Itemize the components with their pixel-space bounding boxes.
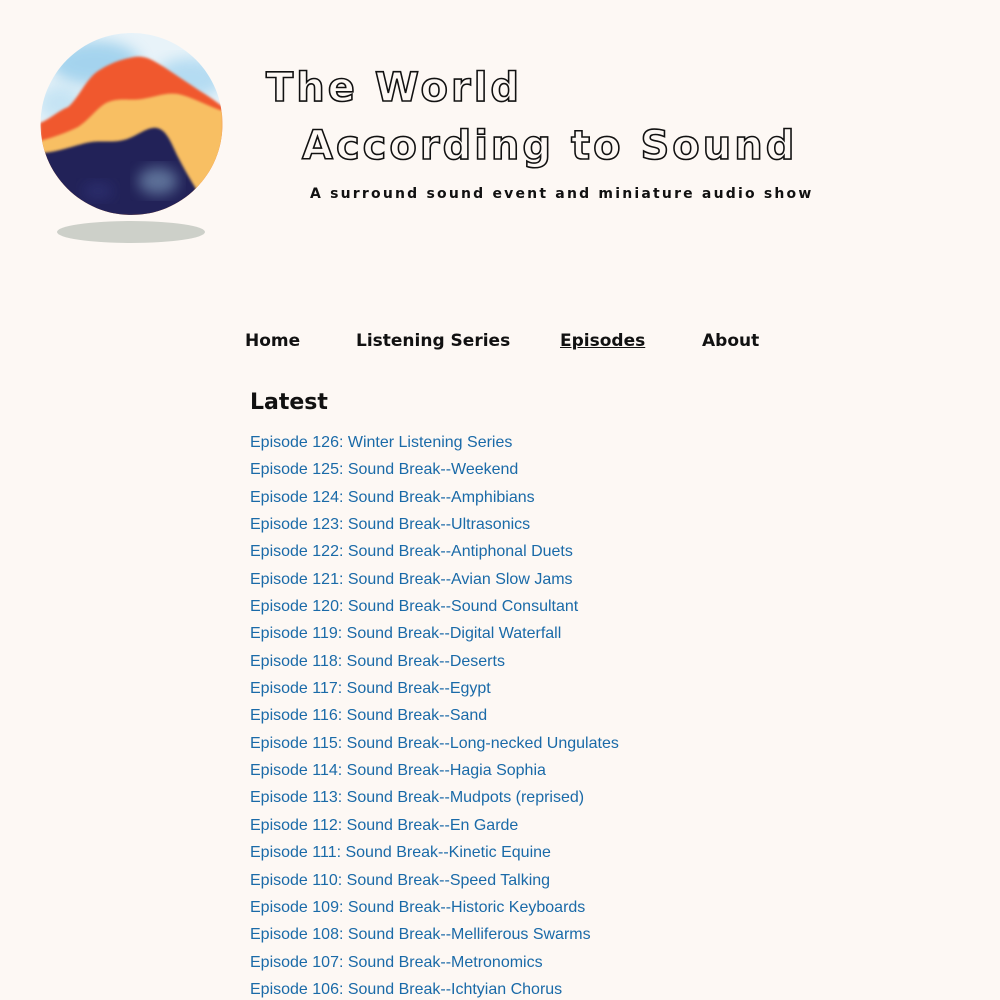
episode-link[interactable]: Episode 109: Sound Break--Historic Keyboards bbox=[250, 898, 586, 916]
episode-link[interactable]: Episode 126: Winter Listening Series bbox=[250, 434, 513, 451]
list-item bbox=[250, 924, 619, 951]
main-nav bbox=[0, 330, 1000, 354]
nav-home[interactable]: Home bbox=[245, 331, 301, 351]
list-item bbox=[250, 569, 619, 596]
episode-link[interactable]: Episode 123: Sound Break--Ultrasonics bbox=[250, 516, 531, 534]
list-item bbox=[250, 678, 619, 705]
list-item bbox=[250, 952, 619, 979]
mountain-sphere-icon bbox=[40, 33, 223, 248]
episode-link[interactable]: Episode 113: Sound Break--Mudpots (reprised) bbox=[250, 789, 585, 807]
list-item bbox=[250, 651, 619, 678]
site-logo[interactable] bbox=[40, 33, 223, 248]
episode-link[interactable]: Episode 124: Sound Break--Amphibians bbox=[250, 488, 535, 506]
episode-link[interactable]: Episode 118: Sound Break--Deserts bbox=[250, 652, 505, 670]
nav-episodes[interactable]: Episodes bbox=[560, 331, 646, 351]
list-item bbox=[250, 541, 619, 568]
list-item bbox=[250, 487, 619, 514]
episode-link[interactable]: Episode 122: Sound Break--Antiphonal Duets bbox=[250, 543, 573, 561]
episode-link[interactable]: Episode 115: Sound Break--Long-necked Ungulates bbox=[250, 734, 619, 752]
site-title-line-1[interactable]: The World bbox=[266, 65, 523, 111]
list-item bbox=[250, 623, 619, 650]
episode-link[interactable]: Episode 119: Sound Break--Digital Waterfall bbox=[250, 625, 562, 643]
episode-link[interactable]: Episode 111: Sound Break--Kinetic Equine bbox=[250, 844, 551, 862]
episode-link[interactable]: Episode 116: Sound Break--Sand bbox=[250, 707, 488, 725]
nav-about[interactable]: About bbox=[702, 331, 760, 351]
list-item bbox=[250, 596, 619, 623]
episode-link[interactable]: Episode 117: Sound Break--Egypt bbox=[250, 680, 491, 698]
list-item bbox=[250, 432, 619, 459]
episode-link[interactable]: Episode 114: Sound Break--Hagia Sophia bbox=[250, 762, 546, 780]
list-item bbox=[250, 459, 619, 486]
episode-link[interactable]: Episode 121: Sound Break--Avian Slow Jams bbox=[250, 570, 573, 588]
episode-link[interactable]: Episode 125: Sound Break--Weekend bbox=[250, 461, 519, 479]
logo-shadow bbox=[57, 221, 205, 243]
section-heading-latest: Latest bbox=[250, 390, 328, 415]
list-item bbox=[250, 760, 619, 787]
episode-link[interactable]: Episode 110: Sound Break--Speed Talking bbox=[250, 871, 551, 889]
episode-link[interactable]: Episode 106: Sound Break--Ichtyian Chorus bbox=[250, 980, 563, 998]
list-item bbox=[250, 897, 619, 924]
list-item bbox=[250, 979, 619, 1000]
site-title-line-2[interactable]: According to Sound bbox=[302, 123, 798, 169]
list-item bbox=[250, 815, 619, 842]
list-item bbox=[250, 842, 619, 869]
episode-link[interactable]: Episode 107: Sound Break--Metronomics bbox=[250, 953, 543, 971]
list-item bbox=[250, 870, 619, 897]
episode-link[interactable]: Episode 108: Sound Break--Melliferous Swarms bbox=[250, 926, 591, 944]
episode-link[interactable]: Episode 112: Sound Break--En Garde bbox=[250, 816, 519, 834]
site-subtitle: A surround sound event and miniature audio show bbox=[310, 186, 814, 202]
list-item bbox=[250, 514, 619, 541]
list-item bbox=[250, 733, 619, 760]
episode-link[interactable]: Episode 120: Sound Break--Sound Consultant bbox=[250, 598, 579, 616]
episode-list bbox=[250, 432, 619, 1000]
list-item bbox=[250, 787, 619, 814]
nav-listening-series[interactable]: Listening Series bbox=[356, 331, 511, 351]
list-item bbox=[250, 705, 619, 732]
